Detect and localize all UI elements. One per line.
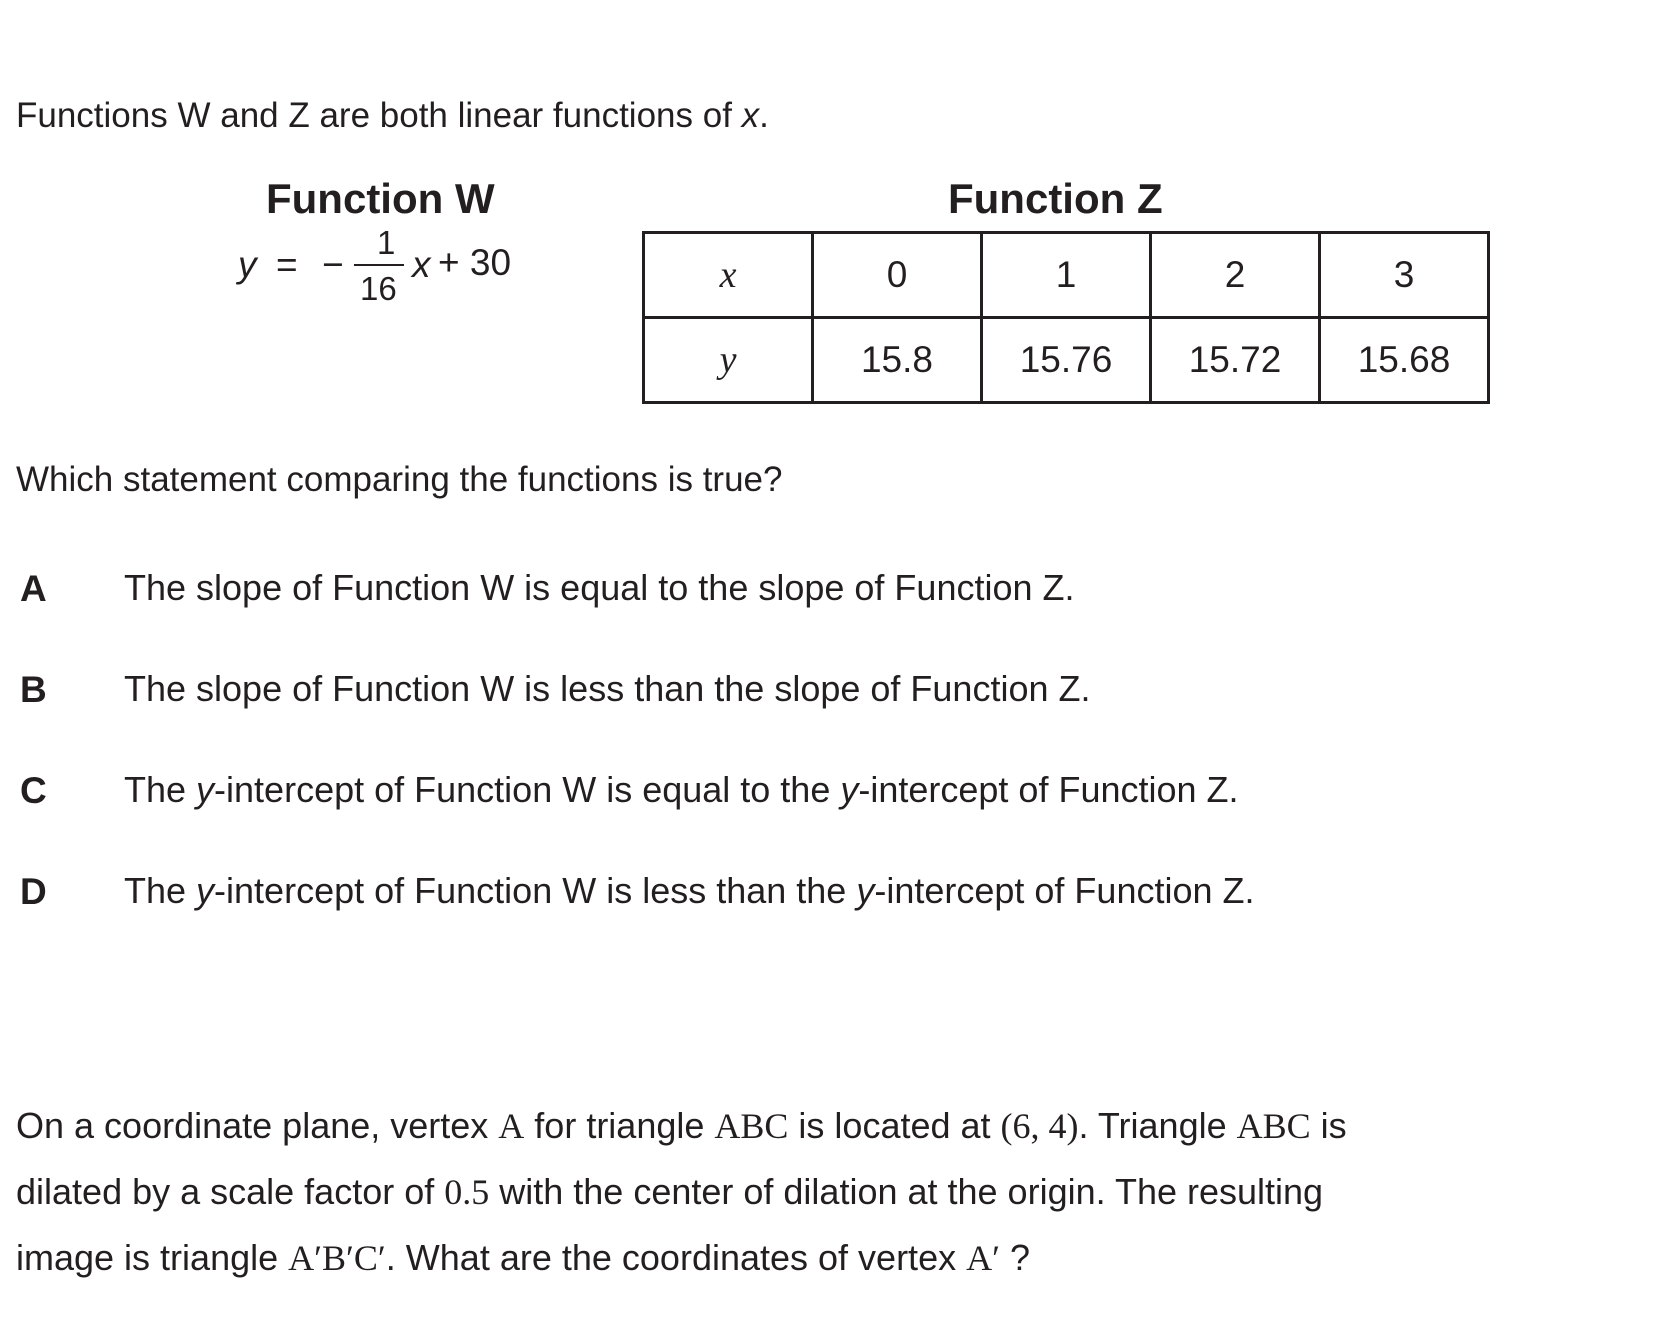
choice-c[interactable] <box>20 770 1360 814</box>
choice-letter: B <box>20 669 47 710</box>
fraction-bar <box>354 264 404 266</box>
intro-var: x <box>741 96 760 135</box>
choice-letter: A <box>20 568 47 609</box>
table-header-y: y <box>644 318 813 403</box>
table-cell: 2 <box>1151 233 1320 318</box>
function-z-table <box>642 231 1490 404</box>
eq-minus: − <box>322 244 344 285</box>
eq-x: x <box>412 244 431 285</box>
table-cell: 15.68 <box>1320 318 1489 403</box>
intro-text <box>16 98 769 133</box>
dilation-line-3: image is triangle A′B′C′. What are the coordinates of vertex A′ ? <box>16 1237 1030 1278</box>
eq-equals: = <box>276 244 298 285</box>
choice-letter: D <box>20 871 47 912</box>
eq-rest: + 30 <box>438 242 512 283</box>
choice-text: The slope of Function W is less than the slope of Function Z. <box>124 668 1091 709</box>
intro-after: . <box>759 96 769 135</box>
table-row-y <box>644 318 1489 403</box>
eq-y: y <box>238 244 257 285</box>
dilation-line-1: On a coordinate plane, vertex A for triangle ABC is located at (6, 4). Triangle ABC is <box>16 1105 1347 1146</box>
question-text: Which statement comparing the functions is true? <box>16 460 783 499</box>
table-cell: 0 <box>813 233 982 318</box>
table-cell: 3 <box>1320 233 1489 318</box>
table-cell: 15.72 <box>1151 318 1320 403</box>
table-row-x <box>644 233 1489 318</box>
table-cell: 15.8 <box>813 318 982 403</box>
choice-text: The slope of Function W is equal to the slope of Function Z. <box>124 567 1075 608</box>
choice-text: The y-intercept of Function W is less than the y-intercept of Function Z. <box>124 870 1255 911</box>
function-z-title: Function Z <box>948 175 1163 222</box>
table-cell: 15.76 <box>982 318 1151 403</box>
function-w-title: Function W <box>266 175 495 222</box>
function-w-equation <box>238 224 558 310</box>
choice-d[interactable] <box>20 871 1360 915</box>
frac-numerator: 1 <box>377 224 396 261</box>
choice-b[interactable] <box>20 669 1320 713</box>
intro-before: Functions W and Z are both linear functions of <box>16 96 742 135</box>
choice-letter: C <box>20 770 47 811</box>
table-cell: 1 <box>982 233 1151 318</box>
dilation-line-2: dilated by a scale factor of 0.5 with the center of dilation at the origin. The resulting <box>16 1171 1324 1212</box>
table-header-x: x <box>644 233 813 318</box>
choice-text: The y-intercept of Function W is equal to the y-intercept of Function Z. <box>124 769 1239 810</box>
frac-denominator: 16 <box>360 270 397 307</box>
choice-a[interactable] <box>20 568 1320 612</box>
